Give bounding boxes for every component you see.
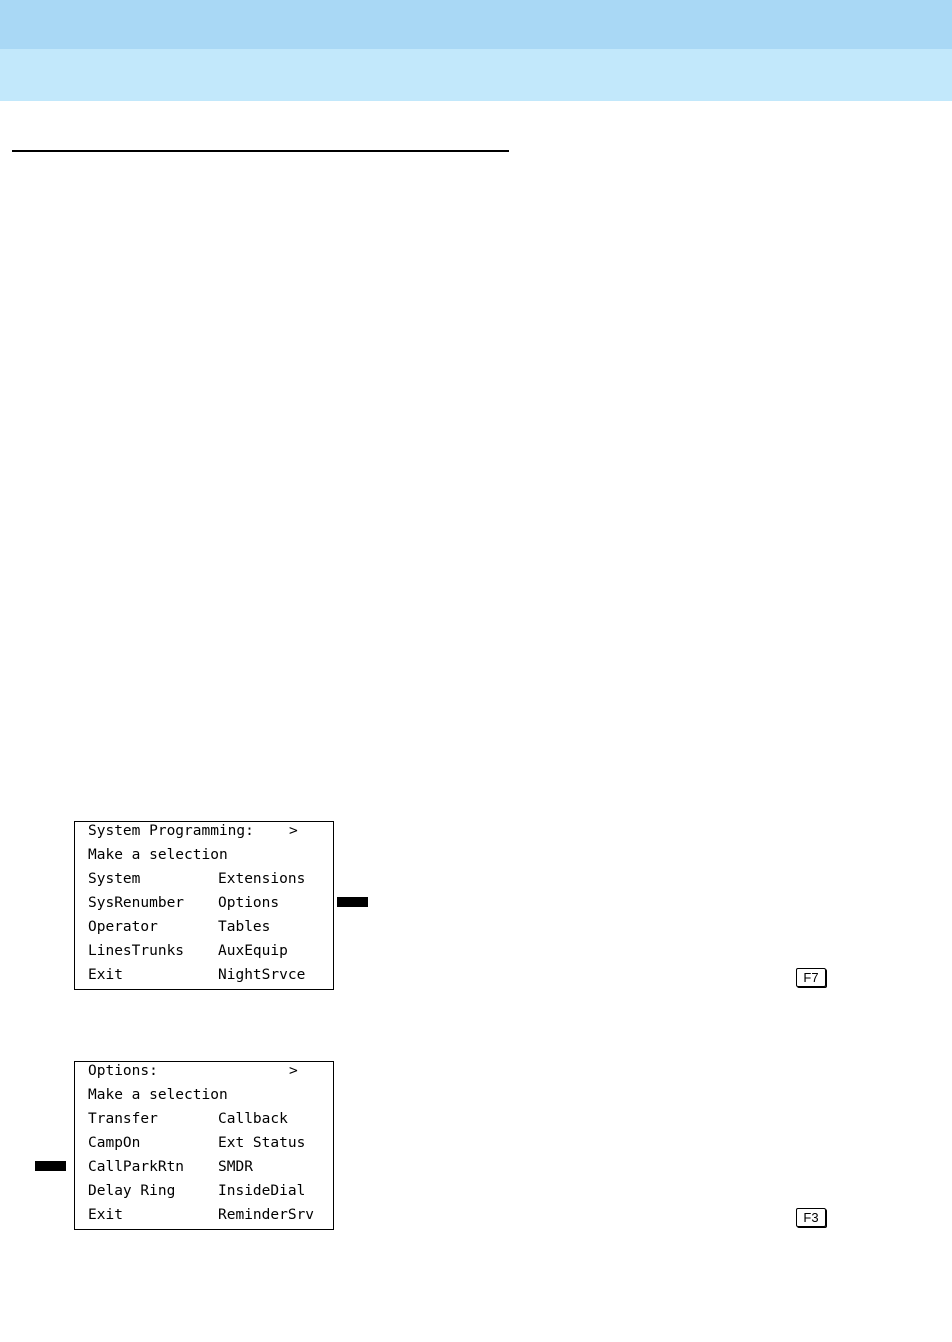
- menu-option-tables[interactable]: Tables: [218, 919, 271, 935]
- menu-option-ext-status[interactable]: Ext Status: [218, 1135, 306, 1151]
- menu-option-callback[interactable]: Callback: [218, 1111, 288, 1127]
- menu-option-linestrunks[interactable]: LinesTrunks: [88, 943, 185, 959]
- screen-title: Options:: [88, 1063, 158, 1079]
- menu-option-exit[interactable]: Exit: [88, 967, 123, 983]
- menu-option-smdr[interactable]: SMDR: [218, 1159, 253, 1175]
- more-arrow-icon[interactable]: >: [289, 823, 298, 839]
- screen-row: [75, 1131, 333, 1155]
- screen-row: [75, 867, 333, 891]
- header-band-top: [0, 0, 952, 49]
- screen-row: [75, 1179, 333, 1203]
- display-screen-options: [74, 1061, 334, 1230]
- menu-option-campon[interactable]: CampOn: [88, 1135, 141, 1151]
- menu-option-remindersrv[interactable]: ReminderSrv: [218, 1207, 315, 1223]
- more-arrow-icon[interactable]: >: [289, 1063, 298, 1079]
- display-screen-system-programming: [74, 821, 334, 990]
- screen-row: [75, 1155, 333, 1179]
- function-key-f7[interactable]: F7: [796, 968, 826, 987]
- screen-row: [75, 915, 333, 939]
- section-rule: [12, 150, 509, 152]
- screen-prompt: Make a selection: [88, 847, 228, 863]
- screen-title: System Programming:: [88, 823, 254, 839]
- screen-row: [75, 819, 333, 843]
- menu-option-system[interactable]: System: [88, 871, 141, 887]
- screen-prompt: Make a selection: [88, 1087, 228, 1103]
- menu-option-options[interactable]: Options: [218, 895, 280, 911]
- menu-option-delay-ring[interactable]: Delay Ring: [88, 1183, 176, 1199]
- screen-row: [75, 891, 333, 915]
- screen-row: [75, 963, 333, 987]
- menu-option-callparkrtn[interactable]: CallParkRtn: [88, 1159, 185, 1175]
- screen-row: [75, 1083, 333, 1107]
- screen-row: [75, 1107, 333, 1131]
- header-band-bottom: [0, 49, 952, 101]
- menu-option-transfer[interactable]: Transfer: [88, 1111, 158, 1127]
- menu-option-sysrenumber[interactable]: SysRenumber: [88, 895, 185, 911]
- selection-marker-icon: [337, 897, 368, 907]
- function-key-f3[interactable]: F3: [796, 1208, 826, 1227]
- selection-marker-icon: [35, 1161, 66, 1171]
- menu-option-operator[interactable]: Operator: [88, 919, 158, 935]
- screen-row: [75, 843, 333, 867]
- menu-option-auxequip[interactable]: AuxEquip: [218, 943, 288, 959]
- menu-option-nightsrvce[interactable]: NightSrvce: [218, 967, 306, 983]
- screen-row: [75, 1059, 333, 1083]
- menu-option-extensions[interactable]: Extensions: [218, 871, 306, 887]
- screen-row: [75, 939, 333, 963]
- menu-option-insidedial[interactable]: InsideDial: [218, 1183, 306, 1199]
- menu-option-exit[interactable]: Exit: [88, 1207, 123, 1223]
- screen-row: [75, 1203, 333, 1227]
